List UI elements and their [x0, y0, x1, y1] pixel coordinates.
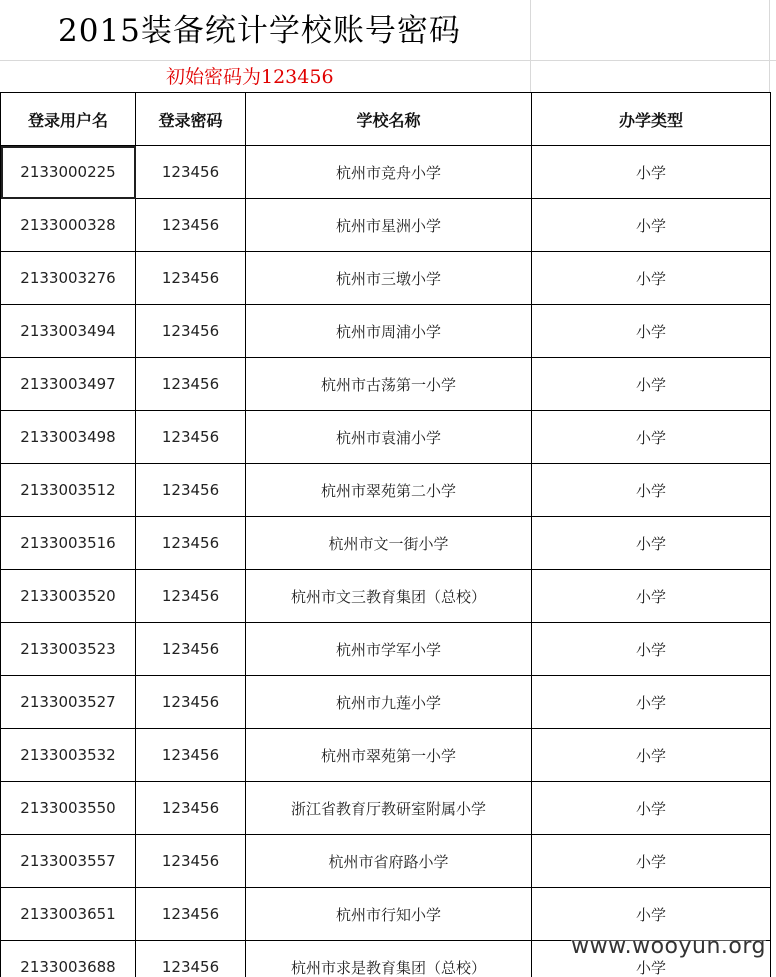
cell-school-type[interactable]: 小学	[532, 252, 771, 305]
table-row	[1, 729, 771, 782]
cell-school-name[interactable]: 杭州市文一街小学	[246, 517, 532, 570]
cell-school-name[interactable]: 杭州市学军小学	[246, 623, 532, 676]
header-username[interactable]: 登录用户名	[1, 93, 136, 146]
cell-school-name[interactable]: 杭州市翠苑第二小学	[246, 464, 532, 517]
cell-school-type[interactable]: 小学	[532, 199, 771, 252]
cell-password[interactable]: 123456	[136, 199, 246, 252]
cell-school-type[interactable]: 小学	[532, 358, 771, 411]
cell-username[interactable]: 2133003523	[1, 623, 136, 676]
cell-username[interactable]: 2133000225	[1, 146, 136, 199]
cell-password[interactable]: 123456	[136, 305, 246, 358]
cell-username[interactable]: 2133003520	[1, 570, 136, 623]
cell-password[interactable]: 123456	[136, 570, 246, 623]
table-row	[1, 464, 771, 517]
cell-school-name[interactable]: 杭州市省府路小学	[246, 835, 532, 888]
table-row	[1, 676, 771, 729]
watermark: www.wooyun.org	[571, 934, 766, 959]
cell-username[interactable]: 2133003512	[1, 464, 136, 517]
cell-password[interactable]: 123456	[136, 623, 246, 676]
cell-username[interactable]: 2133003494	[1, 305, 136, 358]
cell-username[interactable]: 2133003516	[1, 517, 136, 570]
table-row	[1, 252, 771, 305]
cell-school-name[interactable]: 杭州市翠苑第一小学	[246, 729, 532, 782]
table-row	[1, 782, 771, 835]
table-row	[1, 570, 771, 623]
table-row	[1, 411, 771, 464]
table-row	[1, 146, 771, 199]
cell-school-name[interactable]: 杭州市文三教育集团（总校）	[246, 570, 532, 623]
gridline	[769, 0, 770, 92]
cell-school-type[interactable]: 小学	[532, 782, 771, 835]
header-password[interactable]: 登录密码	[136, 93, 246, 146]
cell-username[interactable]: 2133003651	[1, 888, 136, 941]
cell-school-type[interactable]: 小学	[532, 835, 771, 888]
cell-password[interactable]: 123456	[136, 782, 246, 835]
table-row	[1, 358, 771, 411]
cell-school-type[interactable]: 小学	[532, 888, 771, 941]
cell-password[interactable]: 123456	[136, 358, 246, 411]
cell-username[interactable]: 2133000328	[1, 199, 136, 252]
header-school-type[interactable]: 办学类型	[532, 93, 771, 146]
header-row	[1, 93, 771, 146]
cell-school-type[interactable]: 小学	[532, 146, 771, 199]
cell-password[interactable]: 123456	[136, 252, 246, 305]
cell-school-name[interactable]: 浙江省教育厅教研室附属小学	[246, 782, 532, 835]
password-note[interactable]: 初始密码为123456	[166, 66, 334, 88]
cell-school-type[interactable]: 小学	[532, 941, 771, 977]
cell-school-type[interactable]: 小学	[532, 729, 771, 782]
cell-password[interactable]: 123456	[136, 411, 246, 464]
cell-password[interactable]: 123456	[136, 464, 246, 517]
table-row	[1, 199, 771, 252]
cell-username[interactable]: 2133003497	[1, 358, 136, 411]
accounts-table	[0, 92, 771, 977]
cell-password[interactable]: 123456	[136, 835, 246, 888]
cell-password[interactable]: 123456	[136, 676, 246, 729]
table-row	[1, 305, 771, 358]
cell-school-type[interactable]: 小学	[532, 570, 771, 623]
cell-username[interactable]: 2133003527	[1, 676, 136, 729]
gridline	[530, 0, 531, 92]
cell-username[interactable]: 2133003532	[1, 729, 136, 782]
cell-school-type[interactable]: 小学	[532, 411, 771, 464]
cell-school-type[interactable]: 小学	[532, 623, 771, 676]
cell-school-name[interactable]: 杭州市行知小学	[246, 888, 532, 941]
table-row	[1, 835, 771, 888]
cell-school-type[interactable]: 小学	[532, 676, 771, 729]
cell-password[interactable]: 123456	[136, 888, 246, 941]
cell-username[interactable]: 2133003688	[1, 941, 136, 977]
sheet-title[interactable]: 2015装备统计学校账号密码	[58, 13, 461, 49]
gridline	[0, 60, 776, 61]
cell-school-type[interactable]: 小学	[532, 517, 771, 570]
cell-school-name[interactable]: 杭州市求是教育集团（总校）	[246, 941, 532, 977]
cell-school-type[interactable]: 小学	[532, 305, 771, 358]
cell-username[interactable]: 2133003557	[1, 835, 136, 888]
header-school-name[interactable]: 学校名称	[246, 93, 532, 146]
cell-school-name[interactable]: 杭州市三墩小学	[246, 252, 532, 305]
table-row	[1, 623, 771, 676]
cell-school-name[interactable]: 杭州市袁浦小学	[246, 411, 532, 464]
cell-password[interactable]: 123456	[136, 941, 246, 977]
cell-school-name[interactable]: 杭州市星洲小学	[246, 199, 532, 252]
cell-password[interactable]: 123456	[136, 517, 246, 570]
cell-school-name[interactable]: 杭州市周浦小学	[246, 305, 532, 358]
cell-school-name[interactable]: 杭州市九莲小学	[246, 676, 532, 729]
cell-password[interactable]: 123456	[136, 146, 246, 199]
cell-school-name[interactable]: 杭州市古荡第一小学	[246, 358, 532, 411]
table-row	[1, 888, 771, 941]
cell-username[interactable]: 2133003498	[1, 411, 136, 464]
cell-username[interactable]: 2133003550	[1, 782, 136, 835]
cell-school-name[interactable]: 杭州市竞舟小学	[246, 146, 532, 199]
table-row	[1, 517, 771, 570]
cell-school-type[interactable]: 小学	[532, 464, 771, 517]
cell-password[interactable]: 123456	[136, 729, 246, 782]
cell-username[interactable]: 2133003276	[1, 252, 136, 305]
